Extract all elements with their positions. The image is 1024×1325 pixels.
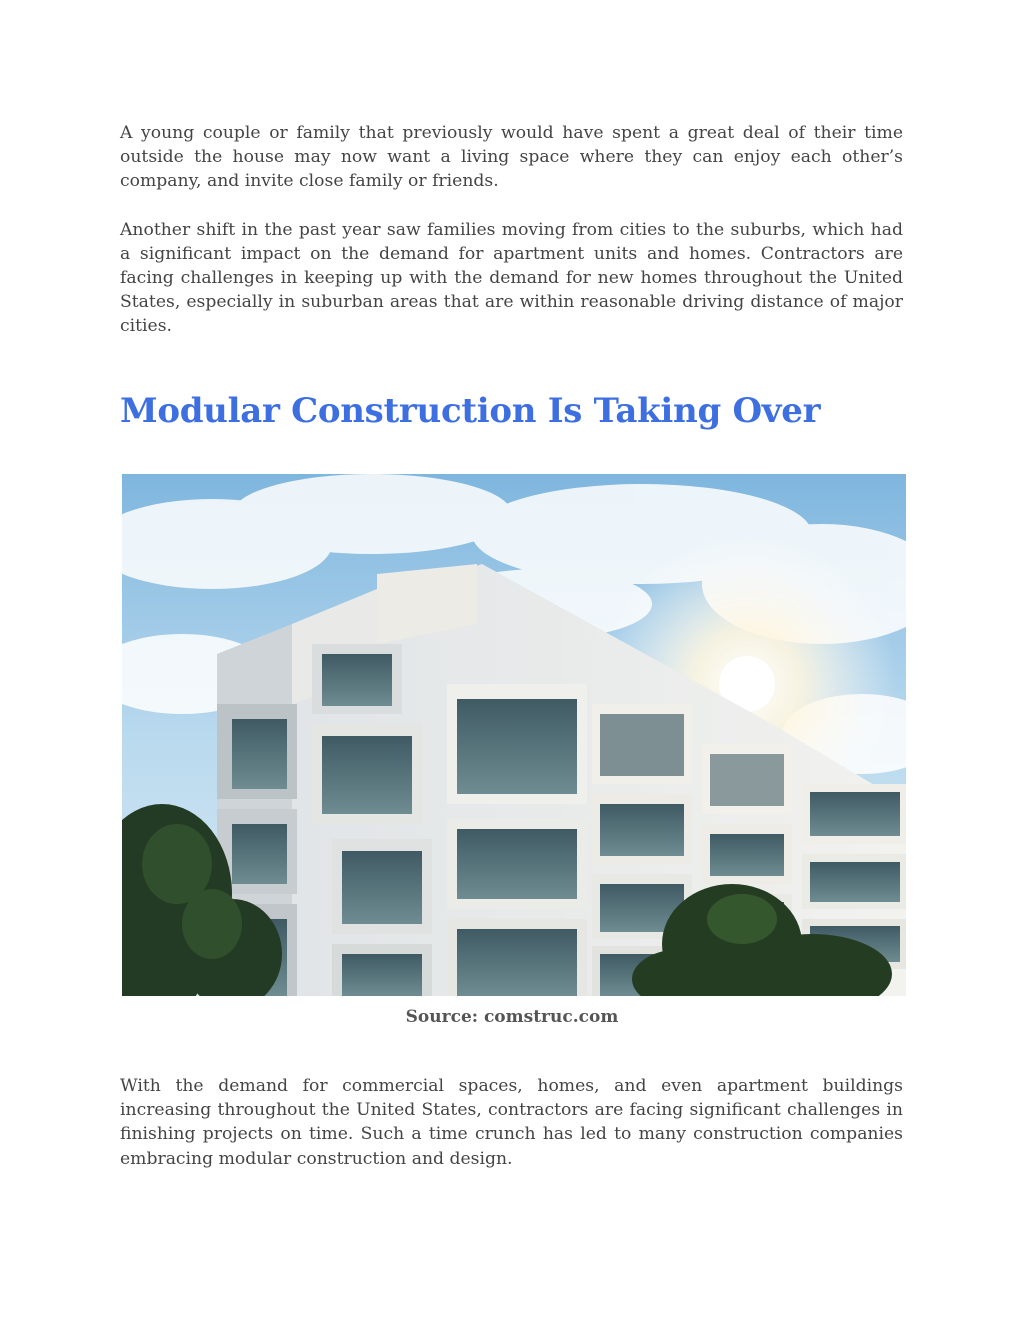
building-photo xyxy=(122,474,906,996)
image-caption: Source: comstruc.com xyxy=(405,1007,619,1027)
article-top xyxy=(120,121,903,433)
paragraph-suburbs: Another shift in the past year saw families moving from cities to the suburbs, which had a significant impact on the demand for apartment units and homes. Contractors are facing challenges in keeping up with the demand for new homes throughout the United States, especially in suburban areas that are within reasonable driving distance of major cities. xyxy=(120,219,903,337)
paragraph-demand: With the demand for commercial spaces, homes, and even apartment buildings increasing throughout the United States, contractors are facing significant challenges in finishing projects on time. Such a time crunch has led to many construction companies embracing modular construction and design. xyxy=(120,1076,903,1169)
article-bottom xyxy=(120,1074,903,1171)
section-heading: Modular Construction Is Taking Over xyxy=(120,390,821,431)
paragraph-intro: A young couple or family that previously would have spent a great deal of their time outside the house may now want a living space where they can enjoy each other’s company, and invite close family or friends. xyxy=(120,123,903,192)
